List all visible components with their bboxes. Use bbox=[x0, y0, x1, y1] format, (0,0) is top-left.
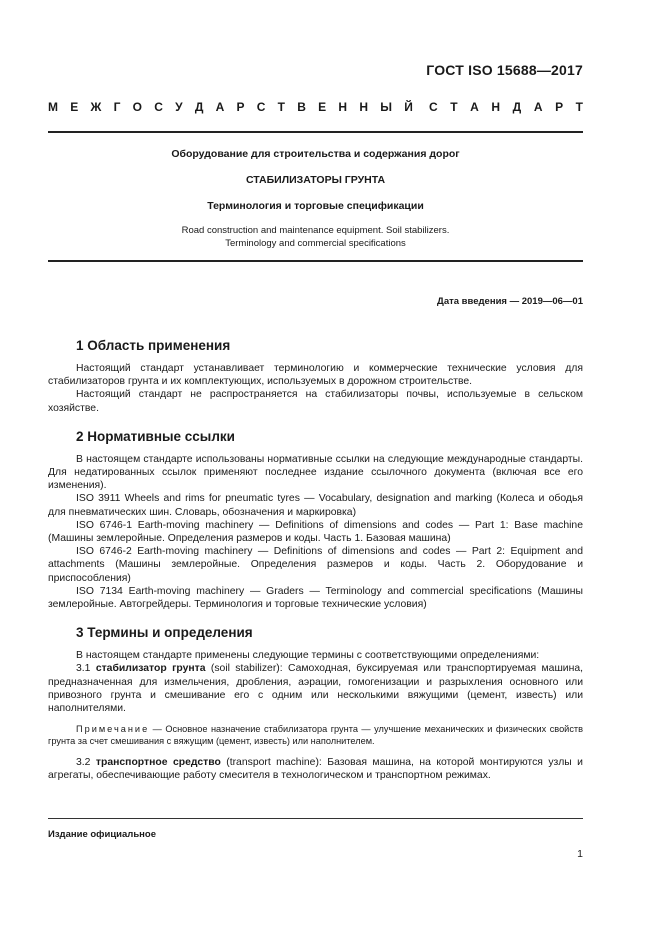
title-line1: Оборудование для строительства и содержания дорог bbox=[171, 148, 460, 160]
standard-type-heading bbox=[48, 100, 583, 114]
title-english bbox=[48, 224, 583, 250]
letter: А bbox=[533, 100, 543, 114]
footer-rule bbox=[48, 818, 583, 819]
letter: А bbox=[470, 100, 479, 114]
section-2-p1: В настоящем стандарте использованы нормативные ссылки на следующие международные стандарты. Для недатированных ссылок применяют последнее издание ссылочного документа (включая все его изменения). bbox=[48, 453, 583, 492]
letter: С bbox=[256, 100, 266, 114]
term-3-2-number: 3.2 bbox=[76, 756, 96, 768]
term-3-2-definition: (transport machine): Базовая машина, на которой монтируются узлы и агрегаты, обеспечивающие работу смесителя в технологическом и транспортном режимах. bbox=[48, 756, 583, 781]
letter: Д bbox=[512, 100, 522, 114]
section-1-heading: 1 Область применения bbox=[76, 338, 231, 353]
letter: Т bbox=[450, 100, 458, 114]
term-3-2-term: транспортное средство bbox=[95, 756, 221, 768]
letter: Ж bbox=[90, 100, 102, 114]
note-label: Примечание bbox=[76, 724, 150, 735]
doc-number: ГОСТ ISO 15688—2017 bbox=[426, 62, 583, 78]
letter: У bbox=[175, 100, 183, 114]
letter: О bbox=[132, 100, 142, 114]
ref-iso-7134: ISO 7134 Earth-moving machinery — Graders — Terminology and commercial specifications (Машины землеройные. Автогрейдеры. Терминология и торговые технические условия) bbox=[48, 585, 583, 611]
letter: Д bbox=[194, 100, 204, 114]
top-rule bbox=[48, 131, 583, 133]
section-1-p2: Настоящий стандарт не распространяется на стабилизаторы почвы, используемые в сельском хозяйстве. bbox=[48, 389, 583, 414]
note-text: — Основное назначение стабилизатора грунта — улучшение механических и физических свойств грунта за счет смешивания с вяжущим (цемент, известь) или наполнителем. bbox=[48, 724, 583, 747]
letter: Ы bbox=[380, 100, 392, 114]
letter: Н bbox=[359, 100, 368, 114]
page-number: 1 bbox=[577, 848, 583, 860]
section-1-p1: Настоящий стандарт устанавливает терминологию и коммерческие технические условия для стабилизаторов грунта и их комплектующих, используемых в дорожном строительстве. bbox=[48, 363, 583, 388]
title-rule bbox=[48, 260, 583, 262]
standard-type-word2 bbox=[429, 100, 583, 114]
term-3-1-term: стабилизатор грунта bbox=[95, 663, 206, 675]
section-3-p1: В настоящем стандарте применены следующие термины с соответствующими определениями: bbox=[76, 650, 540, 662]
title-line3: Терминология и торговые спецификации bbox=[207, 200, 424, 212]
official-edition-label: Издание официальное bbox=[48, 829, 156, 840]
letter: М bbox=[48, 100, 58, 114]
standard-type-word1 bbox=[48, 100, 413, 114]
term-3-1 bbox=[48, 662, 583, 715]
title-en-line2: Terminology and commercial specifications bbox=[225, 238, 406, 249]
term-3-1-note bbox=[48, 723, 583, 747]
letter: В bbox=[297, 100, 306, 114]
term-3-2 bbox=[48, 756, 583, 782]
term-3-1-number: 3.1 bbox=[76, 663, 96, 675]
title-line2: СТАБИЛИЗАТОРЫ ГРУНТА bbox=[245, 174, 386, 186]
letter: Т bbox=[575, 100, 583, 114]
title-en-line1: Road construction and maintenance equipment. Soil stabilizers. bbox=[181, 225, 450, 236]
letter: Г bbox=[113, 100, 121, 114]
letter: Р bbox=[236, 100, 245, 114]
section-2-heading: 2 Нормативные ссылки bbox=[76, 428, 235, 444]
term-3-1-definition: (soil stabilizer): Самоходная, буксируемая или транспортируемая машина, предназначенная для измельчения, дробления, аэрации, гомогенизации и разрыхления основного или привозного грунта и смешивание его с одним или несколькими вяжущими (цемент, известь) или наполнителями. bbox=[48, 663, 583, 715]
letter: Е bbox=[318, 100, 327, 114]
letter: Р bbox=[555, 100, 564, 114]
letter: Н bbox=[491, 100, 501, 114]
letter: Н bbox=[338, 100, 348, 114]
letter: Е bbox=[70, 100, 79, 114]
letter: Т bbox=[277, 100, 286, 114]
ref-iso-6746-2: ISO 6746-2 Earth-moving machinery — Definitions of dimensions and codes — Part 2: Equipment and attachments (Машины землеройные. Определения размеров и коды. Часть 2. Оборудование и приспособления) bbox=[48, 546, 583, 584]
letter: А bbox=[215, 100, 225, 114]
letter: С bbox=[154, 100, 163, 114]
section-3-heading: 3 Термины и определения bbox=[76, 625, 253, 641]
ref-iso-6746-1: ISO 6746-1 Earth-moving machinery — Definitions of dimensions and codes — Part 1: Base machine (Машины землеройные. Определения размеров и коды. Часть 1. Базовая машина) bbox=[48, 519, 583, 545]
document-body bbox=[48, 336, 583, 782]
ref-iso-3911: ISO 3911 Wheels and rims for pneumatic tyres — Vocabulary, designation and marking (Колеса и ободья для пневматических шин. Словарь, обозначения и маркировка) bbox=[48, 493, 583, 518]
letter: С bbox=[429, 100, 438, 114]
intro-date: Дата введения — 2019—06—01 bbox=[437, 296, 583, 307]
letter: Й bbox=[404, 100, 413, 114]
